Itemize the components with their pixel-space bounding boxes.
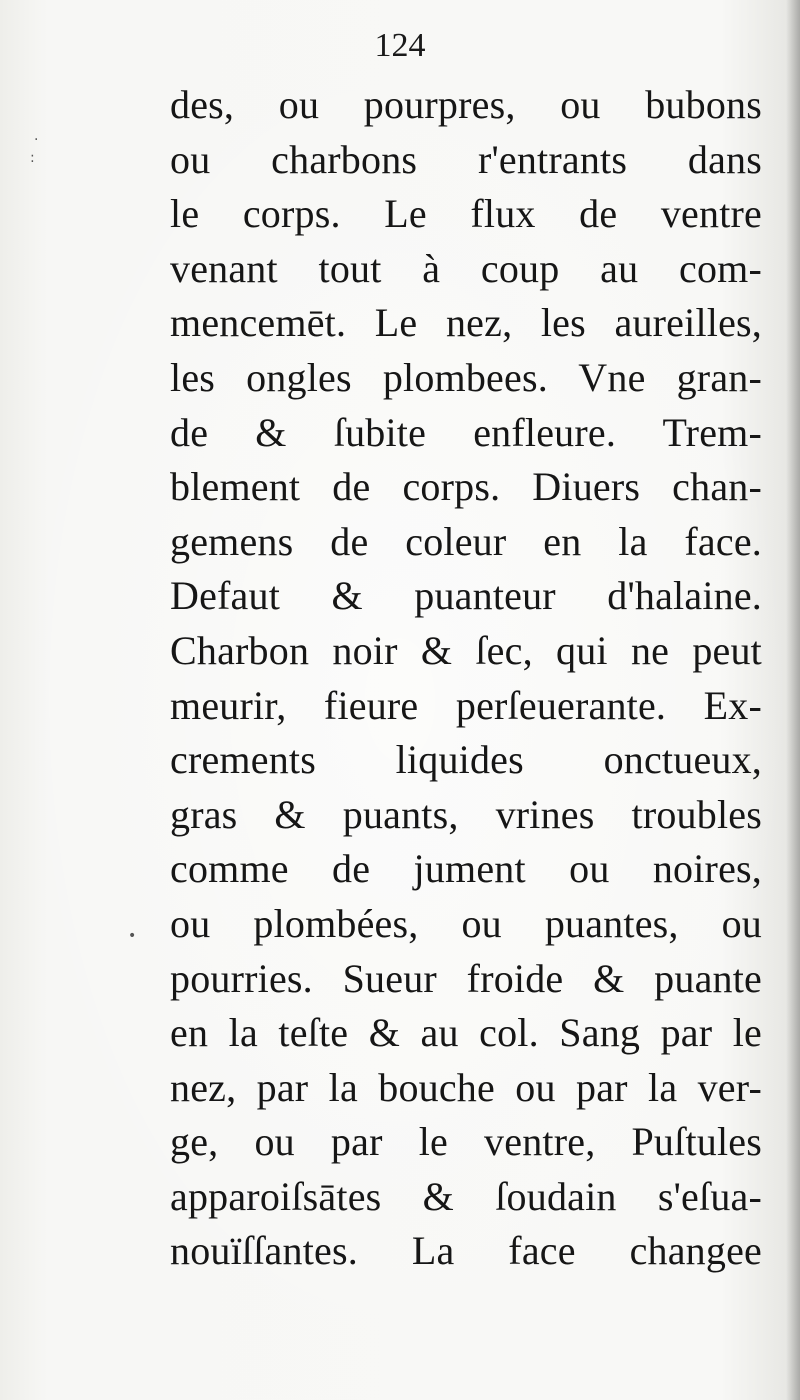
text-line: en la teſte & au col. Sang par le [170, 1010, 762, 1056]
text-line: gras & puants, vrines troubles [170, 791, 762, 837]
text-line: Defaut & puanteur d'halaine. [170, 573, 762, 619]
text-line: le corps. Le flux de ventre [170, 191, 762, 237]
page-number: 124 [374, 27, 426, 64]
text-line: mencemēt. Le nez, les aureilles, [170, 300, 762, 346]
text-line: nouïſſantes. La face changee [170, 1228, 762, 1274]
text-line: pourries. Sueur froide & puante [170, 955, 762, 1001]
text-line: meurir, fieure perſeuerante. Ex- [170, 682, 762, 728]
margin-speck: · [34, 132, 39, 148]
text-line: apparoiſsātes & ſoudain s'eſua- [170, 1173, 762, 1219]
text-line: gemens de coleur en la face. [170, 518, 762, 564]
body-text [170, 78, 762, 1279]
margin-speck: : [30, 150, 35, 166]
text-line: Charbon noir & ſec, qui ne peut [170, 627, 762, 673]
margin-speck: • [128, 928, 137, 944]
text-line: de & ſubite enfleure. Trem- [170, 409, 762, 455]
text-line: venant tout à coup au com- [170, 245, 762, 291]
text-line: ou plombées, ou puantes, ou [170, 900, 762, 946]
text-line: les ongles plombees. Vne gran- [170, 354, 762, 400]
text-line: ou charbons r'entrants dans [170, 136, 762, 182]
text-line: crements liquides onctueux, [170, 737, 762, 783]
text-line: nez, par la bouche ou par la ver- [170, 1064, 762, 1110]
text-line: comme de jument ou noires, [170, 846, 762, 892]
text-line: ge, ou par le ventre, Puſtules [170, 1119, 762, 1165]
text-line: blement de corps. Diuers chan- [170, 464, 762, 510]
text-line: des, ou pourpres, ou bubons [170, 82, 762, 127]
